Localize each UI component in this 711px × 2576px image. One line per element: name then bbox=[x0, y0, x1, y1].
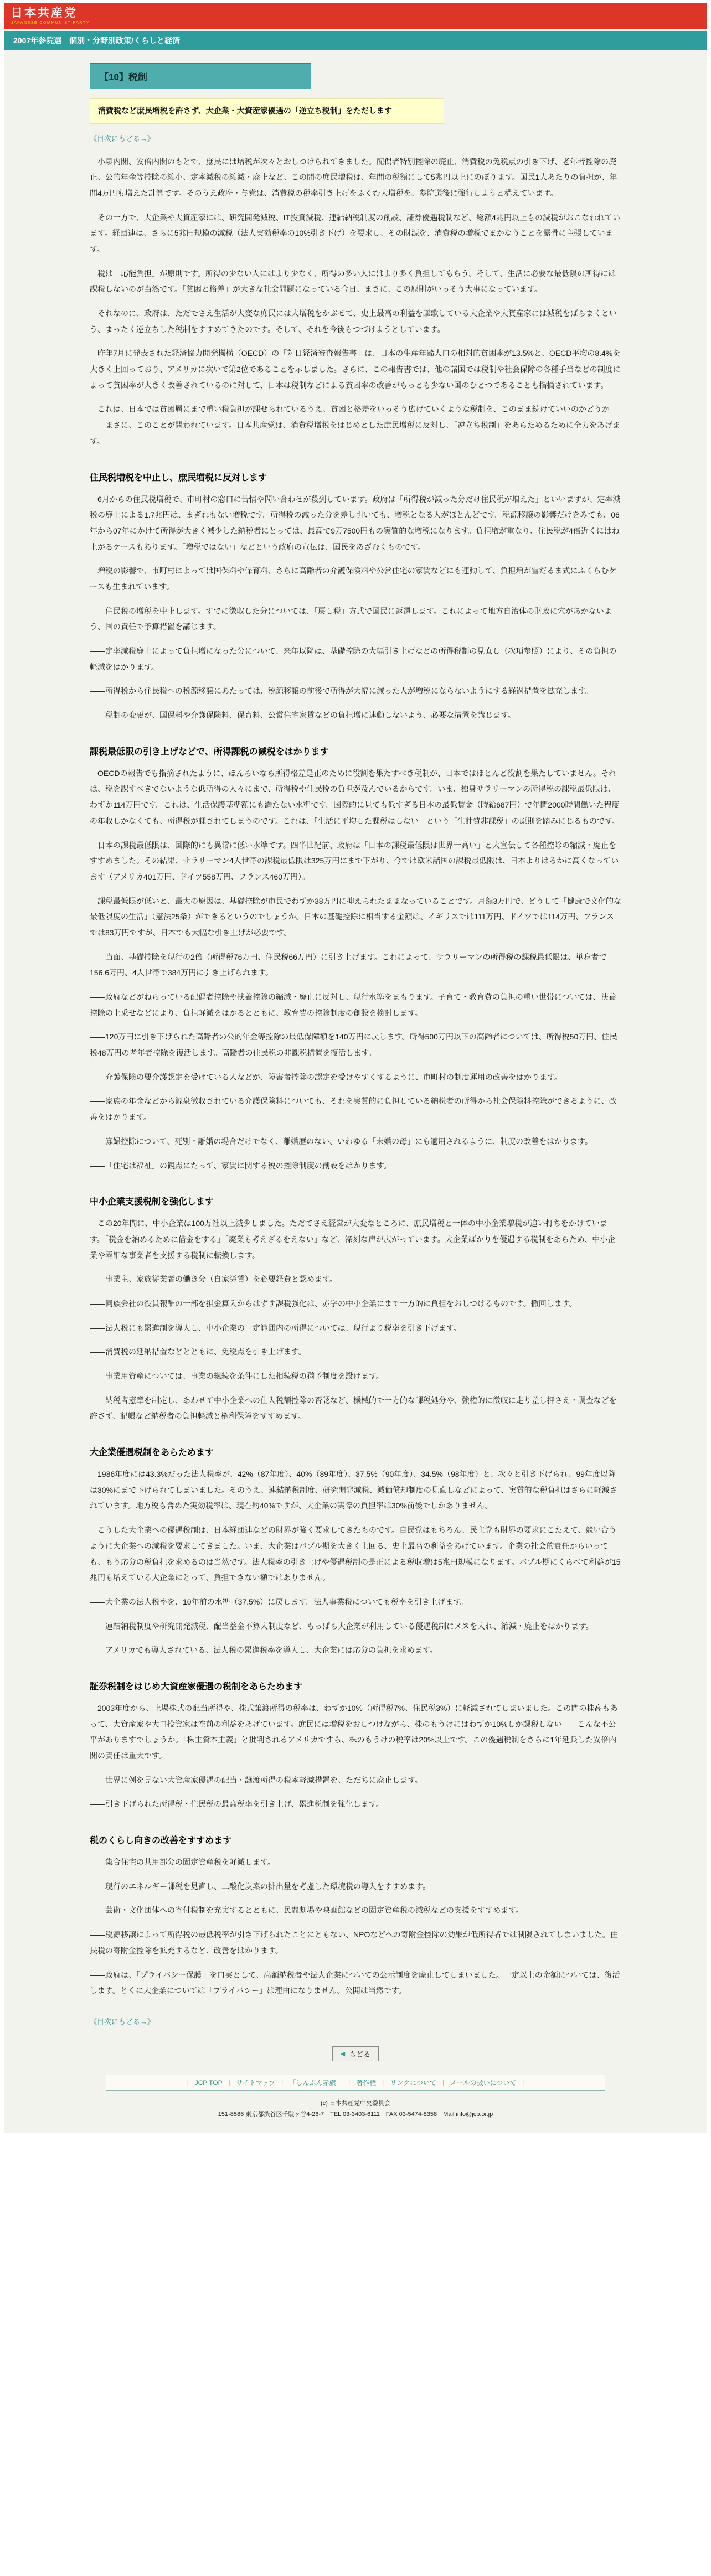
section-heading: 大企業優遇税制をあらためます bbox=[90, 1448, 214, 1458]
policy-item: ――家族の年金などから源泉徴収されている介護保険料についても、それを実質的に負担している納税者の所得から社会保険料控除ができるように、改善をはかります。 bbox=[90, 1096, 617, 1122]
policy-item: ――納税者憲章を制定し、あわせて中小企業への仕入税額控除の否認など、機械的で一方的な課税処分や、強権的に徴収に走り差し押さえ・調査などを許さず、記帳など納税者の負担軽減と権利保障をすすめます。 bbox=[90, 1395, 617, 1421]
main-content bbox=[90, 50, 621, 2123]
policy-item: ――事業用資産については、事業の継続を条件にした相続税の猶予制度を設けます。 bbox=[90, 1372, 384, 1380]
policy-item: ――政府は、「プライバシー保護」を口実として、高額納税者や法人企業についての公示制度を廃止してしまいました。一定以上の金額については、復活します。とくに大企業については「プライバシー」は理由になりません。公開は当然です。 bbox=[90, 1970, 620, 1995]
footer-nav bbox=[106, 2075, 605, 2091]
site-logo-text: 日本共産党 bbox=[11, 7, 78, 20]
policy-item: ――定率減税廃止によって負担増になった分について、来年以降は、基礎控除の大幅引き上げなどの所得税制の見直し（次項参照）により、その負担の軽減をはかります。 bbox=[90, 646, 617, 671]
policy-item: ――寡婦控除について、死別・離婚の場合だけでなく、離婚歴のない、いわゆる「未婚の母」にも適用されるように、制度の改善をはかります。 bbox=[90, 1136, 593, 1146]
policy-item: ――所得税から住民税への税源移譲にあたっては、税源移譲の前後で所得が大幅に減った人が増税にならないようにする経過措置を拡充します。 bbox=[90, 686, 593, 696]
footer-separator: ｜ bbox=[440, 2080, 446, 2087]
footer-separator: ｜ bbox=[380, 2080, 387, 2087]
back-button[interactable] bbox=[332, 2046, 379, 2061]
section-heading: 税のくらし向きの改善をすすめます bbox=[90, 1836, 232, 1846]
body-paragraph: 6月からの住民税増税で、市町村の窓口に苦情や問い合わせが殺到しています。政府は「所得税が減った分だけ住民税が増えた」といいますが、定率減税の廃止による1.7兆円は、まぎれもない増税です。所得税の減った分を差し引いても、増税となる人がほとんどです。税源移譲の影響だけをみても、06年から07年にかけて所得が大きく減少した納税者にとっては、最高で9万7500円もの実質的な増税になります。負担増が重なり、住民税が4倍近くにはね上がるケースもあります。「増税ではない」などという政府の宣伝は、国民をあざむくものです。 bbox=[90, 494, 621, 551]
body-paragraph: 日本の課税最低限は、国際的にも異常に低い水準です。四半世紀前、政府は「日本の課税最低限は世界一高い」と大宣伝して各種控除の縮減・廃止をすすめました。その結果、サラリーマン4人世帯の課税最低限は325万円にまで下がり、今では欧米諸国の課税最低限は、日本よりはるかに高くなっています（アメリカ401万円、ドイツ558万円、フランス460万円）。 bbox=[90, 840, 619, 881]
back-button-area bbox=[90, 2046, 621, 2061]
policy-item: ――「住宅は福祉」の観点にたって、家賃に関する税の控除制度の創設をはかります。 bbox=[90, 1161, 391, 1170]
section-heading: 中小企業支援税制を強化します bbox=[90, 1197, 214, 1207]
body-paragraph: 課税最低限が低いと、最大の原因は、基礎控除が市民でわずか38万円に抑えられたままなっていることです。月額3万円で、どうして「健康で文化的な最低限度の生活」（憲法25条）ができるというのでしょうか。日本の基礎控除に相当する金額は、イギリスでは111万円、ドイツでは114万円、フランスでは83万円ですが、日本でも大幅な引き上げが必要です。 bbox=[90, 896, 621, 937]
policy-item: ――介護保険の要介護認定を受けている人などが、障害者控除の認定を受けやすくするように、市町村の制度運用の改善をはかります。 bbox=[90, 1072, 562, 1082]
footer-separator: ｜ bbox=[279, 2080, 286, 2087]
policy-item: ――芸術・文化団体への寄付税制を充実するとともに、民間劇場や映画館などの固定資産税の減税などの支援をすすめます。 bbox=[90, 1906, 524, 1915]
footer-separator: ｜ bbox=[346, 2080, 353, 2087]
footer-link[interactable]: サイトマップ bbox=[236, 2078, 276, 2087]
policy-item: ――政府などがねらっている配偶者控除や扶養控除の縮減・廃止に反対し、現行水準をまもります。子育て・教育費の負担の重い世帯については、扶養控除の上乗せなどにより、負担軽減をはかるとともに、教育費の控除制度の創設を検討します。 bbox=[90, 992, 616, 1017]
policy-item: ――現行のエネルギー課税を見直し、二酸化炭素の排出量を考慮した環境税の導入をすすめます。 bbox=[90, 1881, 431, 1891]
body-paragraph: こうした大企業への優遇税制は、日本経団連などの財界が強く要求してきたものです。自民党はもちろん、民主党も財界の要求にこたえて、競い合うように大企業への減税を要求してきました。いま、大企業はバブル期を大きく上回る、史上最高の利益をあげています。企業の社会的責任からいっても、もう応分の税負担を求めるのは当然です。法人税率の引き上げや優遇税制の是正による税収増は5兆円規模になります。バブル期にくらべて利益が15兆円も増えている大企業にとって、負担できない額ではありません。 bbox=[90, 1525, 621, 1582]
body-paragraph: 昨年7月に発表された経済協力開発機構（OECD）の「対日経済審査報告書」は、日本の生産年齢人口の相対的貧困率が13.5%と、OECD平均の8.4%を大きく上回っており、アメリカに次いで第2位であることを示しました。さらに、この報告書では、他の諸国では税制や社会保障の各種手当などの制度によって貧困率が大きく改善されているのに対して、日本は税制などによる貧困率の改善がもっとも少ない国のひとつであることも指摘されています。 bbox=[90, 349, 621, 390]
policy-item: ――120万円に引き下げられた高齢者の公的年金等控除の最低保障額を140万円に戻します。所得500万円以下の高齢者については、所得税50万円、住民税48万円の老年者控除を復活します。高齢者の住民税の非課税措置を復活します。 bbox=[90, 1032, 617, 1058]
footer-link[interactable]: 著作権 bbox=[356, 2078, 377, 2087]
section-heading: 証券税制をはじめ大資産家優遇の税制をあらためます bbox=[90, 1682, 303, 1692]
body-paragraph: その一方で、大企業や大資産家には、研究開発減税、IT投資減税、連結納税制度の創設、証券優遇税制など、総額4兆円以上もの減税がおこなわれています。経団連は、さらに5兆円規模の減税（法人実効税率の10%引き下げ）を要求し、その財源を、消費税の増税でまかなうことを露骨に主張しています。 bbox=[90, 213, 620, 254]
copyright: (c) 日本共産党中央委員会 bbox=[321, 2099, 390, 2107]
footer-link[interactable]: 「しんぶん赤旗」 bbox=[289, 2078, 343, 2087]
section-heading: 住民税増税を中止し、庶民増税に反対します bbox=[90, 473, 267, 483]
body-paragraph: 小泉内閣、安倍内閣のもとで、庶民には増税が次々とおしつけられてきました。配偶者特別控除の廃止、消費税の免税点の引き下げ、老年者控除の廃止、公的年金等控除の縮小、定率減税の縮減・廃止など、この間の庶民増税は、年間の税額にして5兆円以上にのぼります。国民1人あたりの負担が、年間4万円も増えた計算です。そのうえ政府・与党は、消費税の税率引き上げをふくむ大増税を、参院選後に強行しようと構えています。 bbox=[90, 157, 617, 198]
body-paragraph: OECDの報告でも指摘されたように、ほんらいなら所得格差是正のために役割を果たすべき税制が、日本ではほとんど役割を果たしていません。それは、税を課すべきでないような低所得の人々にまで、所得税や住民税の負担が及んでいるからです。いま、独身サラリーマンの所得税の課税最低限は、わずか114万円です。これは、生活保護基準額にも満たない水準です。国際的に見ても低すぎる日本の最低賃金（時給687円）で年間2000時間働いた程度の年収しかなくても、所得税が課されてしまうのです。これは、「生活に平均した課税はしない」という「生計費非課税」の原則を踏みにじるものです。 bbox=[90, 768, 620, 825]
policy-item: ――大企業の法人税率を、10年前の水準（37.5%）に戻します。法人事業税についても税率を引き上げます。 bbox=[90, 1597, 468, 1606]
policy-item: ――世界に例を見ない大資産家優遇の配当・譲渡所得の税率軽減措置を、ただちに廃止します。 bbox=[90, 1775, 423, 1784]
body-paragraph: 税は「応能負担」が原則です。所得の少ない人にはより少なく、所得の多い人にはより多く負担してもらう。そして、生活に必要な最低限の所得には課税しないのが当然です。「貧困と格差」が大きな社会問題になっている今日、まさに、この原則がいっそう大事になっています。 bbox=[90, 268, 616, 294]
footer-separator: ｜ bbox=[520, 2080, 527, 2087]
page-title: 【10】税制 bbox=[90, 63, 311, 89]
site-logo[interactable] bbox=[11, 7, 90, 24]
address-line: 151-8586 東京都渋谷区千駄ヶ谷4-26-7 TEL 03-3403-6111 FAX 03-5474-8358 Mail info@jcp.or.jp bbox=[218, 2111, 493, 2118]
footer-link[interactable]: リンクについて bbox=[390, 2078, 436, 2087]
section-heading: 課税最低限の引き上げなどで、所得課税の減税をはかります bbox=[90, 747, 329, 757]
back-arrow-icon: ◀ bbox=[340, 2050, 346, 2057]
site-logo-subtext: JAPANESE COMMUNIST PARTY bbox=[11, 20, 90, 25]
category-banner: 2007年参院選 個別・分野別政策/くらしと経済 bbox=[4, 31, 707, 50]
toc-link-bottom[interactable]: 《目次にもどる→》 bbox=[90, 2017, 155, 2026]
body-paragraph: 1986年度には43.3%だった法人税率が、42%（87年度）、40%（89年度）、37.5%（90年度）、34.5%（98年度）と、次々と引き下げられ、99年度以降は30%にまで下げられてしまいました。そのうえ、連結納税制度、研究開発減税、減価償却制度の見直しなどによって、実質的な税負担はさらに軽減されています。地方税も含めた実効税率は、現在約40%ですが、大企業の実際の負担率は30%前後でしかありません。 bbox=[90, 1470, 617, 1511]
policy-item: ――税制の変更が、国保料や介護保険料、保育料、公営住宅家賃などの負担増に連動しないよう、必要な措置を講じます。 bbox=[90, 711, 516, 720]
body-paragraph: この20年間に、中小企業は100万社以上減少しました。ただでさえ経営が大変なところに、庶民増税と一体の中小企業増税が追い打ちをかけています。「税金を納めるために借金をする」「廃業も考えざるをえない」など、深刻な声が広がっています。大企業ばかりを優遇する税制をあらため、中小企業や零細な事業者を支援する税制に転換します。 bbox=[90, 1219, 616, 1260]
lead-statement: 消費税など庶民増税を許さず、大企業・大資産家優遇の「逆立ち税制」をただします bbox=[90, 98, 444, 124]
footer-link[interactable]: メールの扱いについて bbox=[450, 2078, 517, 2087]
footer-link[interactable]: JCP TOP bbox=[194, 2078, 223, 2087]
policy-item: ――当面、基礎控除を現行の2倍（所得税76万円、住民税66万円）に引き上げます。これによって、サラリーマンの所得税の課税最低限は、単身者で156.6万円、4人世帯で384万円に引き上げられます。 bbox=[90, 952, 607, 977]
article-body bbox=[90, 154, 621, 1999]
policy-item: ――住民税の増税を中止します。すでに徴収した分については、「戻し税」方式で国民に返還します。これによって地方自治体の財政に穴があかないよう、国の責任で予算措置を講じます。 bbox=[90, 606, 612, 632]
footer-separator: ｜ bbox=[184, 2080, 191, 2087]
page-container bbox=[4, 3, 707, 2133]
site-header bbox=[4, 3, 707, 29]
policy-item: ――同族会社の役員報酬の一部を損金算入からはずす課税強化は、赤字の中小企業にまで一方的に負担をおしつけるものです。撤回します。 bbox=[90, 1299, 577, 1308]
toc-link-top[interactable]: 《目次にもどる→》 bbox=[90, 134, 155, 143]
policy-item: ――税源移譲によって所得税の最低税率が引き下げられたことにともない、NPOなどへの寄附金控除の効果が低所得者では制限されてしまいました。住民税の寄附金控除を拡充するなど、改善をはかります。 bbox=[90, 1930, 618, 1955]
footer-separator: ｜ bbox=[226, 2080, 233, 2087]
body-paragraph: 2003年度から、上場株式の配当所得や、株式譲渡所得の税率は、わずか10%（所得税7%、住民税3%）に軽減されてしまいました。この間の株高もあって、大資産家や大口投資家は空前の利益をあげています。庶民には増税をおしつけながら、株のもうけにはわずか10%しか課税しない――こんな不公平がありますでしょうか。「株主資本主義」と批判されるアメリカですら、株のもうけの税率は20%以上です。この優遇税制をさらに1年延長した安倍内閣の責任は重大です。 bbox=[90, 1703, 618, 1760]
policy-item: ――事業主、家族従業者の働き分（自家労賃）を必要経費と認めます。 bbox=[90, 1275, 337, 1284]
policy-item: ――消費税の延納措置などとともに、免税点を引き上げます。 bbox=[90, 1347, 306, 1357]
policy-item: ――連結納税制度や研究開発減税、配当益金不算入制度など、もっぱら大企業が利用している優遇税制にメスを入れ、縮減・廃止をはかります。 bbox=[90, 1621, 594, 1631]
policy-item: ――集合住宅の共用部分の固定資産税を軽減します。 bbox=[90, 1858, 275, 1867]
body-paragraph: 増税の影響で、市町村によっては国保料や保育料、さらに高齢者の介護保険料や公営住宅の家賃などにも連動して、負担増が雪だるま式にふくらむケースも生まれています。 bbox=[90, 566, 617, 591]
back-button-label: もどる bbox=[349, 2050, 371, 2058]
policy-item: ――引き下げられた所得税・住民税の最高税率を引き上げ、累進税制を強化します。 bbox=[90, 1799, 384, 1809]
policy-item: ――アメリカでも導入されている、法人税の累進税率を導入し、大企業には応分の負担を求めます。 bbox=[90, 1646, 437, 1655]
policy-item: ――法人税にも累進制を導入し、中小企業の一定範囲内の所得については、現行より税率を引き下げます。 bbox=[90, 1323, 461, 1332]
body-paragraph: これは、日本では貧困層にまで重い税負担が課せられているうえ、貧困と格差をいっそう広げていくような税制を、このまま続けていいのかどうか――まさに、このことが問われています。日本共産党は、消費税増税をはじめとした庶民増税に反対し、「逆立ち税制」をあらためるために全力をあげます。 bbox=[90, 405, 620, 446]
body-paragraph: それなのに、政府は、ただでさえ生活が大変な庶民には大増税をかぶせて、史上最高の利益を謳歌している大企業や大資産家には減税をばらまくという、まったく逆立ちした税制をすすめてきたのです。そして、それを今後もつづけようとしています。 bbox=[90, 309, 617, 334]
